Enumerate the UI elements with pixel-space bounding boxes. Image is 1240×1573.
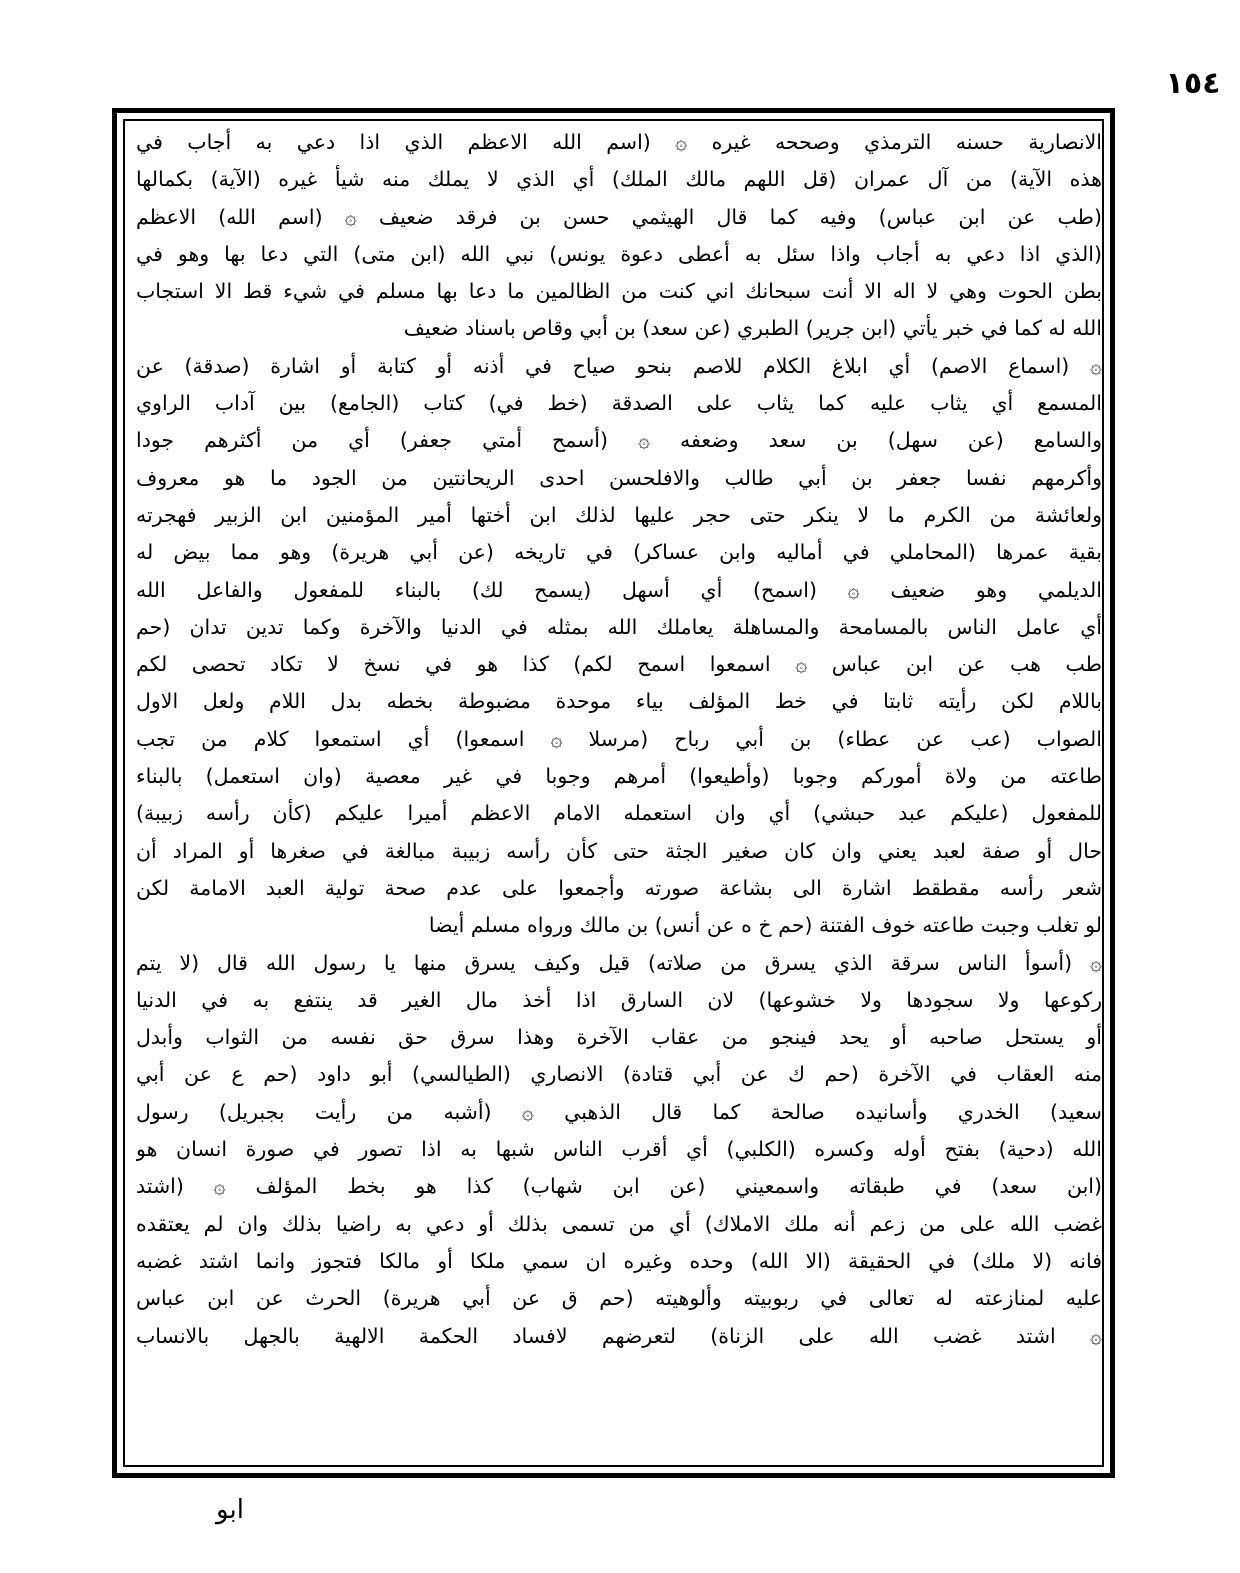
text-line-3: (طب عن ابن عباس) وفيه كما قال الهيثمي حسن بن فرقد ضعيف ۞ (اسم الله) الاعظم — [136, 204, 1102, 229]
text-line-15: طب هب عن ابن عباس ۞ اسمعوا اسمح لكم) كذا هو في نسخ لا تكاد تحصى لكم — [136, 652, 1102, 677]
text-line-28: الله (دحية) بفتح أوله وكسره (الكلبي) أي أقرب الناس شبها به اذا تصور في صورة انسان هو — [136, 1137, 1102, 1162]
page-number: ١٥٤ — [1165, 66, 1221, 101]
text-line-23: ۞ (أسوأ الناس سرقة الذي يسرق من صلاته) قيل وكيف يسرق منها يا رسول الله قال (لا يتم — [136, 950, 1102, 975]
text-line-4: (الذي اذا دعي به أجاب واذا سئل به أعطى دعوة يونس) نبي الله (ابن متى) التي دعا بها وهو في — [136, 241, 1102, 266]
text-line-26: منه العقاب في الآخرة (حم ك عن أبي قتادة) الانصاري (الطيالسي) أبو داود (حم ع عن أبي — [136, 1062, 1102, 1087]
text-line-18: طاعته من ولاة أموركم وجوبا (وأطيعوا) أمرهم وجوبا في غير معصية (وان استعمل) بالبناء — [136, 764, 1102, 789]
text-line-25: أو يستحل صاحبه أو يحد فينجو من عقاب الآخرة وهذا سرق حق نفسه من الثواب وأبدل — [136, 1025, 1102, 1050]
text-line-7: ۞ (اسماع الاصم) أي ابلاغ الكلام للاصم بنحو صياح في أذنه أو كتابة أو اشارة (صدقة) عن — [136, 353, 1102, 378]
catchword: ابو — [216, 1495, 244, 1525]
text-line-33: ۞ اشتد غضب الله على الزناة) لتعرضهم لافساد الحكمة الالهية بالجهل بالانساب — [136, 1323, 1102, 1348]
text-line-1: الانصارية حسنه الترمذي وصححه غيره ۞ (اسم الله الاعظم الذي اذا دعي به أجاب في — [136, 130, 1102, 154]
text-line-5: بطن الحوت وهي لا اله الا أنت سبحانك اني كنت من الظالمين ما دعا بها مسلم في شيء قط الا استجاب — [136, 279, 1102, 304]
text-line-27: سعيد) الخدري وأسانيده صالحة كما قال الذهبي ۞ (أشبه من رأيت بجبريل) رسول — [136, 1099, 1102, 1124]
text-line-24: ركوعها ولا سجودها ولا خشوعها) لان السارق اذا أخذ مال الغير قد ينتفع به في الدنيا — [136, 987, 1102, 1012]
text-line-20: حال أو صفة لعبد يعني وان كان صغير الجثة حتى كأن رأسه زبيبة مبالغة في صغرها أو المراد أن — [136, 838, 1102, 863]
text-line-22: لو تغلب وجبت طاعته خوف الفتنة (حم خ ه عن أنس) بن مالك ورواه مسلم أيضا — [428, 913, 1102, 938]
text-line-13: الديلمي وهو ضعيف ۞ (اسمح) أي أسهل (يسمح لك) بالبناء للمفعول والفاعل الله — [136, 577, 1102, 602]
text-line-19: للمفعول (عليكم عبد حبشي) أي وان استعمله الامام الاعظم أميرا عليكم (كأن رأسه زبيبة) — [136, 801, 1102, 826]
text-line-6: الله له كما في خبر يأتي (ابن جرير) الطبري (عن سعد) بن أبي وقاص باسناد ضعيف — [403, 316, 1102, 341]
text-line-32: عليه لمنازعته له تعالى في ربوبيته وألوهيته (حم ق عن أبي هريرة) الحرث عن ابن عباس — [136, 1286, 1102, 1311]
text-line-31: فانه (لا ملك) في الحقيقة (الا الله) وحده وغيره ان سمي ملكا أو مالكا فتجوز وانما اشتد غضبه — [136, 1248, 1102, 1273]
main-text — [136, 124, 1102, 1468]
text-line-2: هذه الآية) من آل عمران (قل اللهم مالك الملك) أي الذي لا يملك منه شيأ غيره (الآية) بكمالها — [136, 167, 1102, 192]
text-line-11: ولعائشة من الكرم ما لا ينكر حتى حجر عليها لذلك ابن أختها أمير المؤمنين ابن الزبير فهجرته — [136, 502, 1102, 527]
text-line-14: أي عامل الناس بالمسامحة والمساهلة يعاملك الله بمثله في الدنيا والآخرة وكما تدين تدان (حم — [136, 614, 1102, 639]
text-line-16: باللام لكن رأيته ثابتا في خط المؤلف بياء موحدة مضبوطة بخطه بدل اللام ولعل الاول — [136, 689, 1102, 714]
text-line-21: شعر رأسه مقطقط اشارة الى بشاعة صورته وأجمعوا على عدم صحة تولية العبد الامامة لكن — [136, 875, 1102, 900]
text-line-12: بقية عمرها (المحاملي في أماليه وابن عساكر) في تاريخه (عن أبي هريرة) وهو مما بيض له — [136, 540, 1102, 565]
text-line-29: (ابن سعد) في طبقاته واسمعيني (عن ابن شهاب) كذا هو بخط المؤلف ۞ (اشتد — [136, 1174, 1102, 1199]
text-line-8: المسمع أي يثاب عليه كما يثاب على الصدقة (خط في) كتاب (الجامع) بين آداب الراوي — [136, 391, 1102, 416]
text-line-10: وأكرمهم نفسا جعفر بن أبي طالب والافلحسن احدى الريحانتين من الجود ما هو معروف — [136, 465, 1102, 490]
text-line-17: الصواب (عب عن عطاء) بن أبي رباح (مرسلا ۞ اسمعوا) أي استمعوا كلام من تجب — [136, 726, 1102, 751]
text-line-30: غضب الله على من زعم أنه ملك الاملاك) أي من تسمى بذلك أو دعي به راضيا بذلك وان لم يعتقده — [136, 1211, 1102, 1236]
text-line-9: والسامع (عن سهل) بن سعد وضعفه ۞ (أسمح أمتي جعفر) أي من أكثرهم جودا — [136, 428, 1102, 453]
